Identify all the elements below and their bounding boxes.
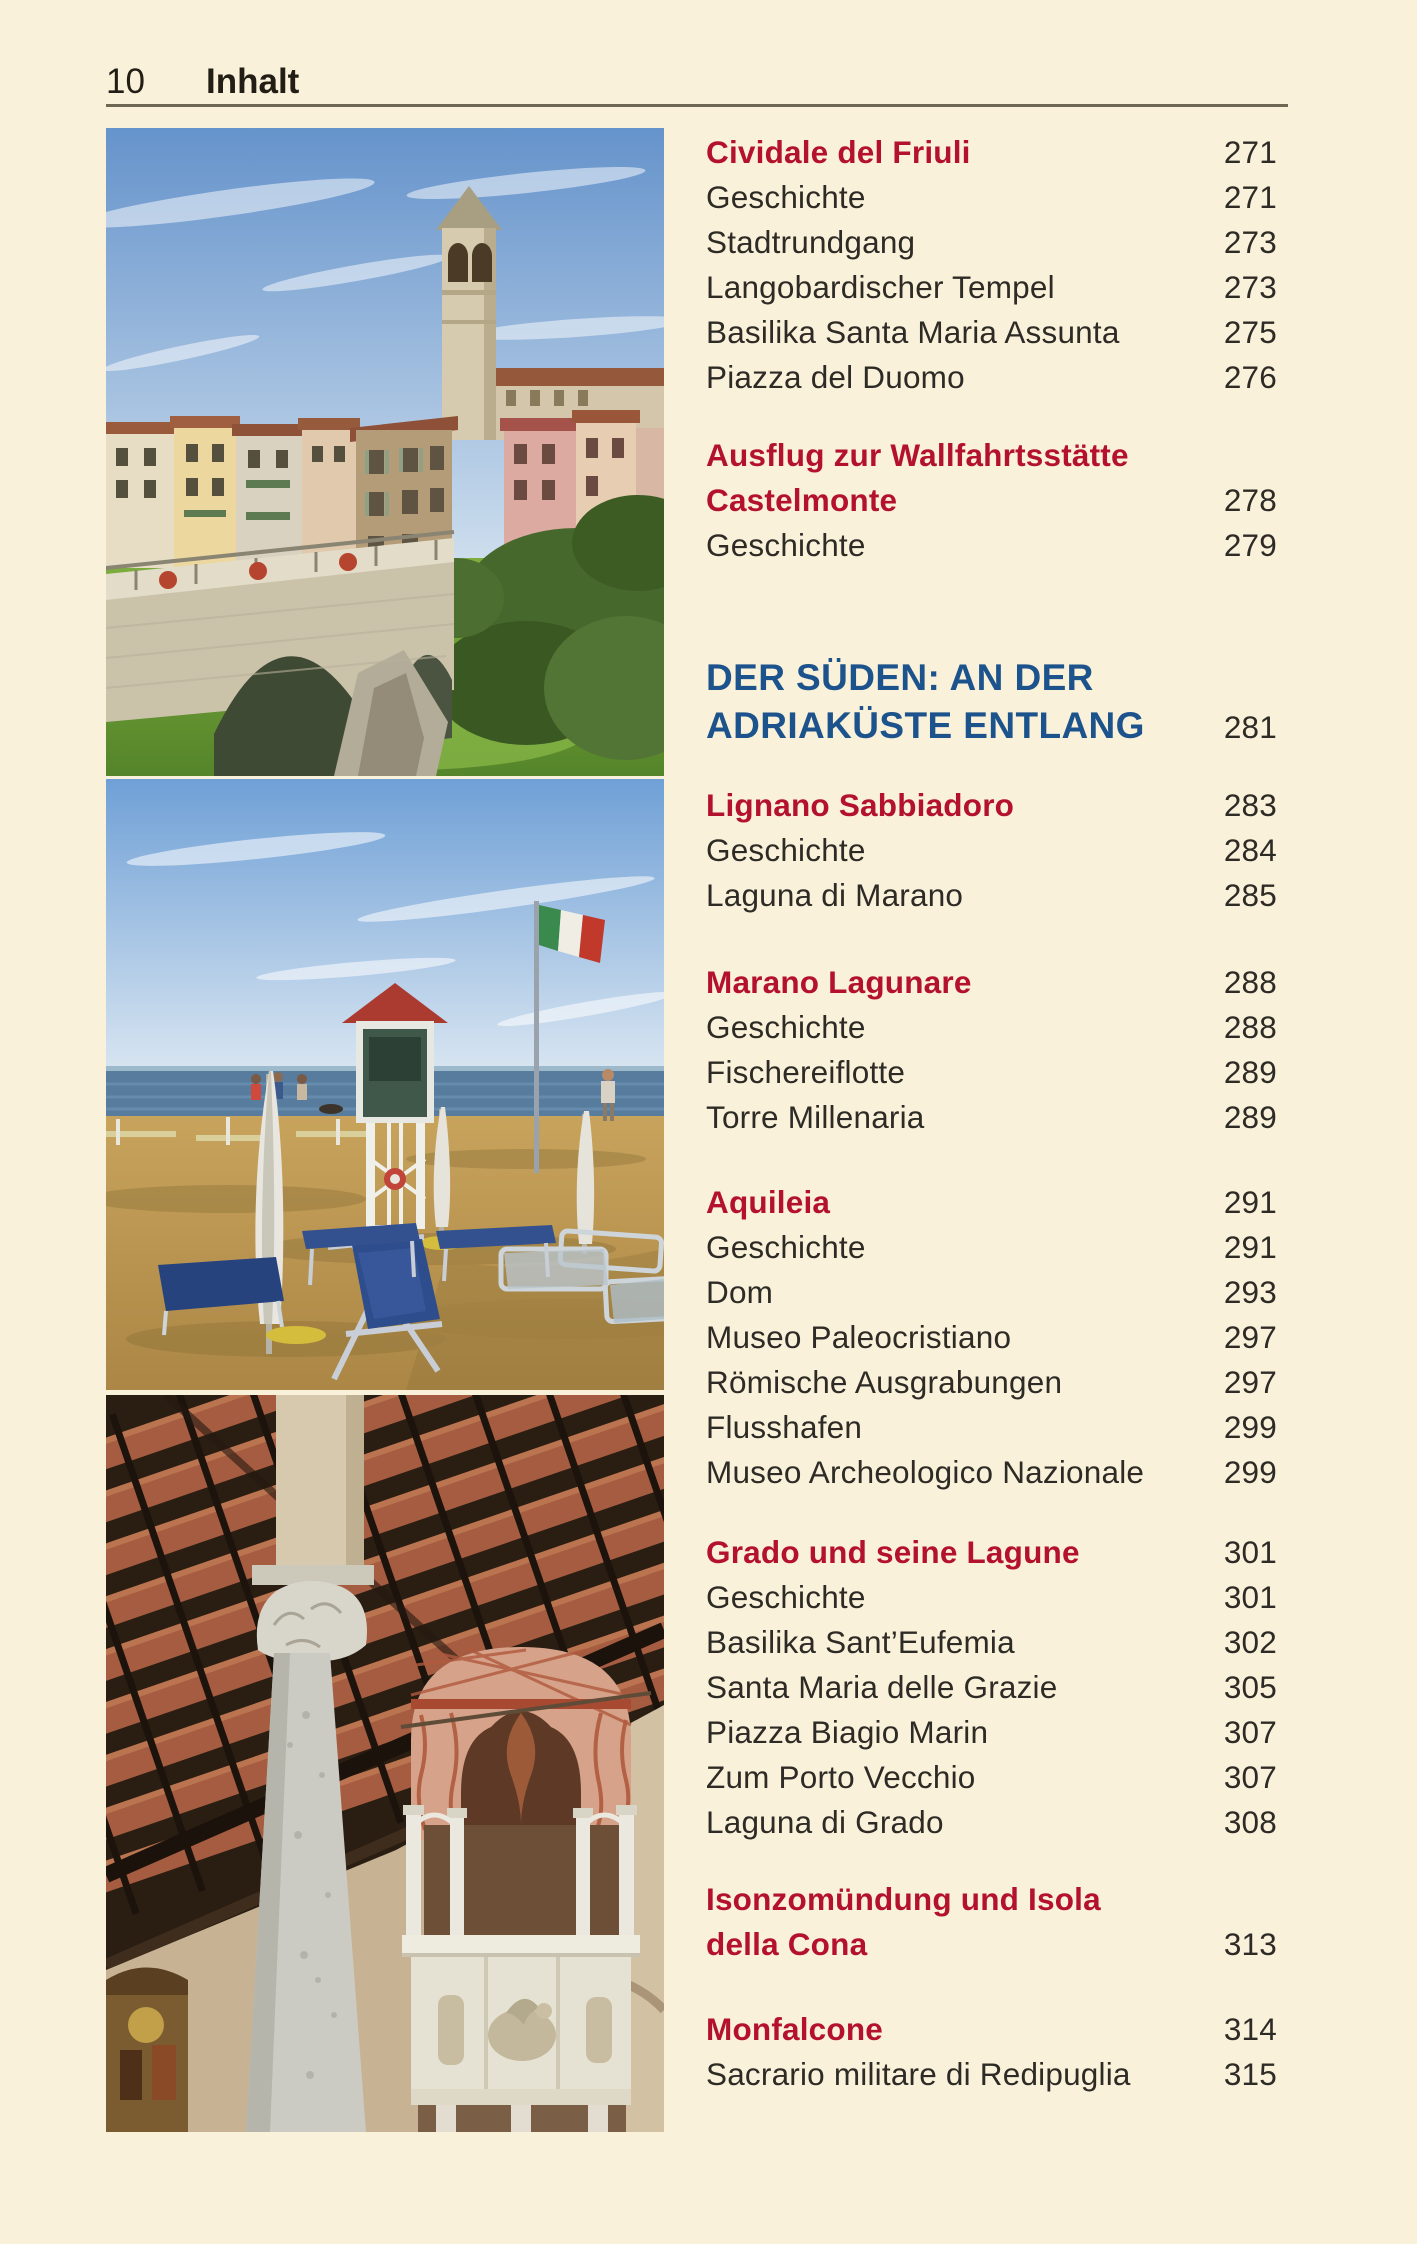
toc-entry-page: 283	[1223, 787, 1277, 823]
toc-entry-page: 289	[1223, 1054, 1277, 1090]
toc-entry	[706, 1877, 1277, 1922]
toc-entry-page: 299	[1223, 1409, 1277, 1445]
toc-entry	[706, 1530, 1277, 1575]
toc-entry-label: Sacrario militare di Redipuglia	[706, 2056, 1131, 2092]
toc-entry-page: 284	[1223, 832, 1277, 868]
toc-entry-page: 291	[1223, 1184, 1277, 1220]
toc-entry-label: Dom	[706, 1274, 774, 1310]
toc-entry-page: 299	[1223, 1454, 1277, 1490]
toc-entry-page: 307	[1223, 1714, 1277, 1750]
toc-entry-label: Castelmonte	[706, 482, 898, 518]
toc-entry-label: Fischereiflotte	[706, 1054, 906, 1090]
toc-entry-page: 291	[1223, 1229, 1277, 1265]
toc-entry	[706, 1095, 1277, 1140]
toc-entry-label: Monfalcone	[706, 2011, 884, 2047]
toc-entry-page: 302	[1223, 1624, 1277, 1660]
beach-illustration	[106, 779, 664, 1390]
photo-cividale-del-friuli	[106, 128, 664, 776]
toc-entry-page: 273	[1223, 224, 1277, 260]
toc-entry	[706, 1360, 1277, 1405]
toc-entry-page: 288	[1223, 1009, 1277, 1045]
toc-entry-page: 278	[1223, 482, 1277, 518]
toc-entry	[706, 1405, 1277, 1450]
toc-entry-page: 279	[1223, 527, 1277, 563]
toc-entry	[706, 1755, 1277, 1800]
toc-section-monfalcone	[706, 2007, 1277, 2097]
toc-entry-page: 314	[1223, 2011, 1277, 2047]
toc-entry	[706, 175, 1277, 220]
toc-entry-page: 297	[1223, 1364, 1277, 1400]
toc-entry	[706, 1665, 1277, 1710]
toc-entry-label: Museo Archeologico Nazionale	[706, 1454, 1145, 1490]
toc-entry-page: 301	[1223, 1534, 1277, 1570]
cividale-bridge-illustration	[106, 128, 664, 776]
toc-entry	[706, 355, 1277, 400]
toc-entry-label: DER SÜDEN: AN DER	[706, 657, 1094, 698]
toc-entry-label: Geschichte	[706, 1579, 866, 1615]
toc-entry-label: della Cona	[706, 1926, 868, 1962]
toc-entry	[706, 265, 1277, 310]
toc-entry-label: ADRIAKÜSTE ENTLANG	[706, 705, 1145, 746]
toc-entry-page: 289	[1223, 1099, 1277, 1135]
toc-section-lignano	[706, 783, 1277, 918]
toc-entry	[706, 1225, 1277, 1270]
toc-entry-label: Basilika Sant’Eufemia	[706, 1624, 1015, 1660]
toc-section-isonzo	[706, 1877, 1277, 1967]
toc-section-aquileia	[706, 1180, 1277, 1495]
toc-section-der-sueden	[706, 654, 1277, 750]
toc-entry	[706, 783, 1277, 828]
toc-entry-page: 315	[1223, 2056, 1277, 2092]
toc-entry-page: 275	[1223, 314, 1277, 350]
toc-entry-label: Basilika Santa Maria Assunta	[706, 314, 1120, 350]
toc-entry-label: Langobardischer Tempel	[706, 269, 1055, 305]
toc-entry-page: 297	[1223, 1319, 1277, 1355]
toc-chapter-heading	[706, 702, 1277, 750]
photo-lignano-beach	[106, 779, 664, 1390]
toc-entry	[706, 130, 1277, 175]
toc-section-grado	[706, 1530, 1277, 1845]
toc-entry	[706, 2007, 1277, 2052]
toc-entry	[706, 478, 1277, 523]
toc-entry	[706, 873, 1277, 918]
toc-entry	[706, 1575, 1277, 1620]
page-title: Inhalt	[206, 62, 300, 101]
toc-entry	[706, 433, 1277, 478]
toc-entry	[706, 828, 1277, 873]
toc-entry-page: 276	[1223, 359, 1277, 395]
toc-entry-label: Torre Millenaria	[706, 1099, 925, 1135]
toc-entry-page: 293	[1223, 1274, 1277, 1310]
toc-entry-label: Grado und seine Lagune	[706, 1534, 1080, 1570]
toc-entry-page: 273	[1223, 269, 1277, 305]
toc-entry-label: Piazza Biagio Marin	[706, 1714, 989, 1750]
toc-entry-label: Zum Porto Vecchio	[706, 1759, 976, 1795]
toc-entry-page: 271	[1223, 134, 1277, 170]
toc-entry-page: 301	[1223, 1579, 1277, 1615]
toc-entry	[706, 1800, 1277, 1845]
toc-entry-label: Museo Paleocristiano	[706, 1319, 1012, 1355]
toc-entry	[706, 1180, 1277, 1225]
toc-entry-page: 305	[1223, 1669, 1277, 1705]
toc-entry-page: 288	[1223, 964, 1277, 1000]
toc-entry-label: Santa Maria delle Grazie	[706, 1669, 1058, 1705]
toc-entry-page: 308	[1223, 1804, 1277, 1840]
toc-entry	[706, 310, 1277, 355]
basilica-illustration	[106, 1395, 664, 2132]
toc-entry-label: Geschichte	[706, 179, 866, 215]
toc-entry-label: Isonzomündung und Isola	[706, 1881, 1101, 1917]
toc-entry-label: Ausflug zur Wallfahrtsstätte	[706, 437, 1129, 473]
toc-chapter-heading	[706, 654, 1277, 702]
toc-entry	[706, 523, 1277, 568]
toc-entry	[706, 1315, 1277, 1360]
toc-entry-label: Geschichte	[706, 1009, 866, 1045]
toc-entry-label: Aquileia	[706, 1184, 831, 1220]
toc-section-marano	[706, 960, 1277, 1140]
toc-entry-label: Lignano Sabbiadoro	[706, 787, 1015, 823]
toc-entry-label: Piazza del Duomo	[706, 359, 965, 395]
toc-entry-label: Römische Ausgrabungen	[706, 1364, 1063, 1400]
toc-entry-label: Marano Lagunare	[706, 964, 972, 1000]
toc-entry	[706, 1620, 1277, 1665]
photo-basilica-pulpit	[106, 1395, 664, 2132]
toc-entry-page: 281	[1223, 709, 1277, 745]
toc-entry-label: Flusshafen	[706, 1409, 863, 1445]
toc-entry	[706, 220, 1277, 265]
toc-entry	[706, 1270, 1277, 1315]
toc-entry	[706, 1710, 1277, 1755]
toc-entry-label: Geschichte	[706, 1229, 866, 1265]
toc-entry-label: Geschichte	[706, 832, 866, 868]
toc-entry	[706, 2052, 1277, 2097]
toc-entry	[706, 960, 1277, 1005]
toc-entry-label: Geschichte	[706, 527, 866, 563]
toc-entry	[706, 1005, 1277, 1050]
toc-entry	[706, 1450, 1277, 1495]
toc-entry-label: Laguna di Marano	[706, 877, 964, 913]
toc-entry-label: Laguna di Grado	[706, 1804, 944, 1840]
toc-entry-page: 313	[1223, 1926, 1277, 1962]
toc-section-cividale	[706, 130, 1277, 400]
toc-entry	[706, 1922, 1277, 1967]
toc-entry	[706, 1050, 1277, 1095]
toc-section-castelmonte	[706, 433, 1277, 568]
toc-entry-page: 271	[1223, 179, 1277, 215]
header-rule	[106, 104, 1288, 107]
toc-entry-page: 307	[1223, 1759, 1277, 1795]
page-number: 10	[106, 62, 145, 101]
toc-entry-label: Cividale del Friuli	[706, 134, 971, 170]
toc-entry-label: Stadtrundgang	[706, 224, 916, 260]
toc-entry-page: 285	[1223, 877, 1277, 913]
